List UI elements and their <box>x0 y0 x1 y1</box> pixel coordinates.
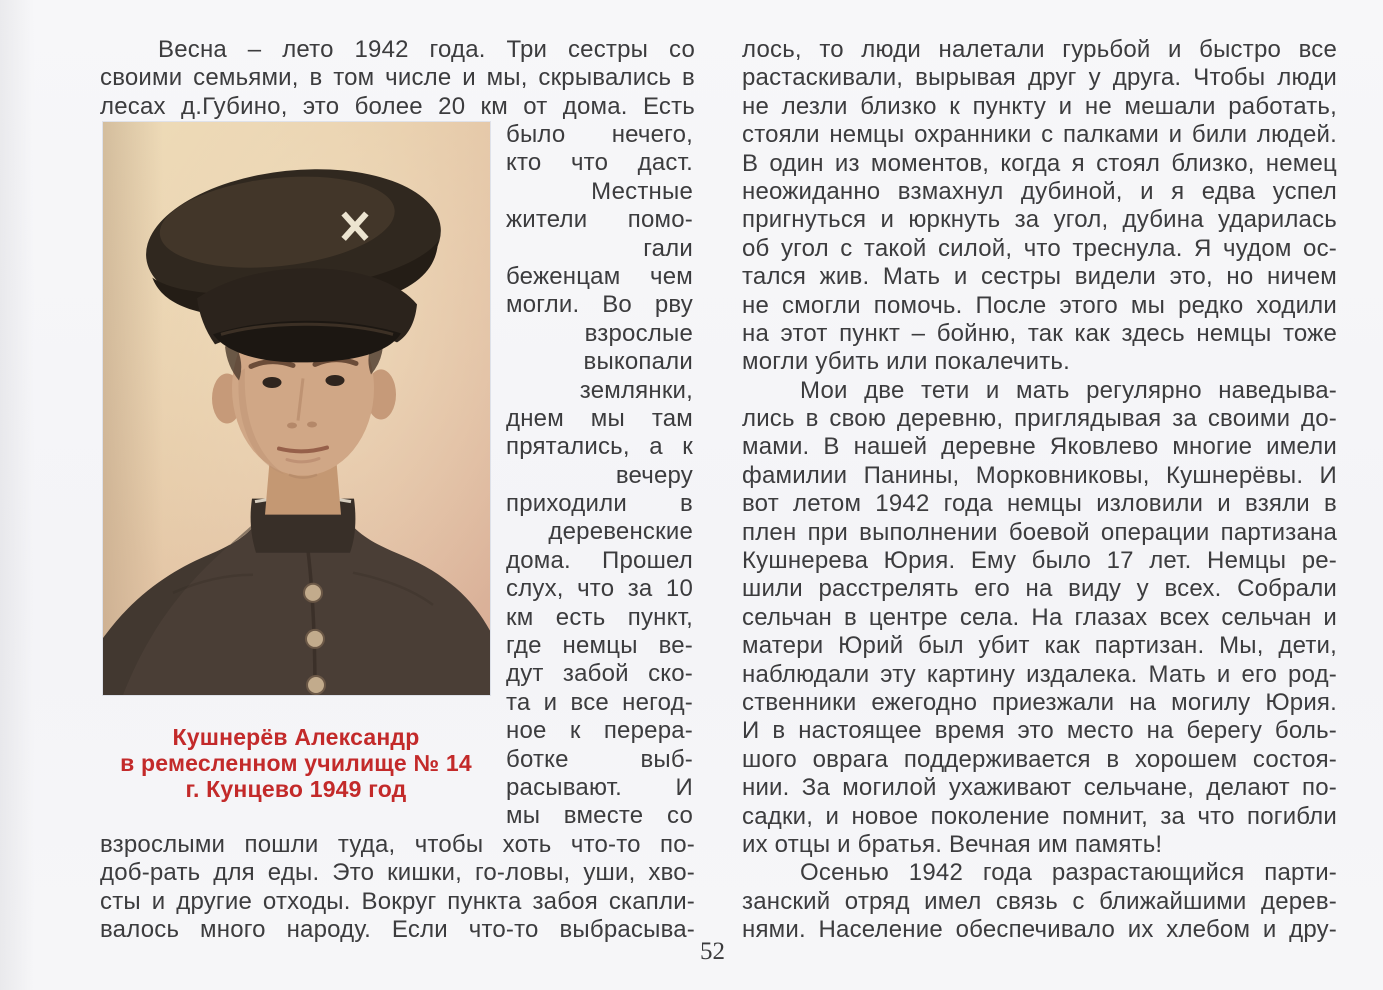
text-line: стояли немцы охранники с палками и били людей. <box>742 121 1337 149</box>
text-line: неожиданно взмахнул дубиной, и я едва успел <box>742 177 1337 205</box>
text-line: дут забой ско- <box>506 660 693 688</box>
text-line: ботке выб- <box>506 745 693 773</box>
text-line: ственники ежегодно приезжали на могилу Юрия. <box>742 688 1337 716</box>
text-line: расывают. И <box>506 773 693 801</box>
text-line: садки, и новое поколение помнит, за что погибли <box>742 802 1337 830</box>
text-line: выкопали <box>583 348 693 376</box>
text-line: Осенью 1942 года разрастающийся парти- <box>800 859 1337 887</box>
text-line: мы вместе со <box>506 802 693 830</box>
text-line: где немцы ве- <box>506 632 693 660</box>
left-column-top-text <box>100 36 695 121</box>
text-line: км есть пункт, <box>506 603 693 631</box>
text-line: дома. Прошел <box>506 546 693 574</box>
text-line: было нечего, <box>506 121 693 148</box>
text-line: не лезли близко к пункту и не мешали работать, <box>742 92 1337 120</box>
text-line: наблюдали эту картину издалека. Мать и его род- <box>742 660 1337 688</box>
text-line: на этот пункт – бойню, так как здесь немцы тоже <box>742 319 1337 347</box>
portrait-photo <box>103 122 490 695</box>
text-line: доб-рать для еды. Это кишки, го-ловы, уши, хво- <box>100 859 695 887</box>
text-line: та и все негод- <box>506 688 693 716</box>
text-line: могли убить или покалечить. <box>742 348 1070 376</box>
text-line: Местные <box>591 177 693 205</box>
text-line: не смогли помочь. После этого мы редко ходили <box>742 291 1337 319</box>
left-column-wrap-text <box>506 121 693 831</box>
page-number: 52 <box>700 938 725 965</box>
text-line: Мои две тети и мать регулярно наведыва- <box>800 376 1337 404</box>
text-line: лись в свою деревню, приглядывая за своими до- <box>742 405 1337 433</box>
text-line: нии. За могилой ухаживают сельчане, делают по- <box>742 774 1337 802</box>
text-line: сельчан в центре села. На глазах всех сельчан и <box>742 603 1337 631</box>
text-line: пригнуться и юркнуть за угол, дубина ударилась <box>742 206 1337 234</box>
text-line: занский отряд имел связь с ближайшими дерев- <box>742 887 1337 915</box>
text-line: вот летом 1942 года немцы изловили и взяли в <box>742 490 1337 518</box>
text-line: прятались, а к <box>506 433 693 461</box>
text-line: лесах д.Губино, это более 20 км от дома. Есть <box>100 92 695 120</box>
text-line: мами. В нашей деревне Яковлево многие имели <box>742 433 1337 461</box>
text-line: Кушнерева Юрия. Ему было 17 лет. Немцы ре- <box>742 547 1337 575</box>
text-line: ное к перера- <box>506 717 693 745</box>
text-line: могли. Во рву <box>506 291 693 319</box>
right-column-text <box>742 36 1337 945</box>
photo-caption <box>108 724 484 802</box>
caption-line-1: Кушнерёв Александр <box>172 724 420 750</box>
text-line: сты и другие отходы. Вокруг пункта забоя скапли- <box>100 887 695 915</box>
text-line: своими семьями, в том числе и мы, скрывались в <box>100 64 695 92</box>
text-line: беженцам чем <box>506 262 693 290</box>
caption-line-3: г. Кунцево 1949 год <box>185 776 407 802</box>
text-line: матери Юрий был убит как партизан. Мы, дети, <box>742 632 1337 660</box>
text-line: Весна – лето 1942 года. Три сестры со <box>158 36 695 63</box>
text-line: их отцы и братья. Вечная им память! <box>742 830 1163 858</box>
text-line: растаскивали, вырывая друг у друга. Чтобы люди <box>742 64 1337 92</box>
text-line: взрослыми пошли туда, чтобы хоть что-то по- <box>100 831 695 858</box>
text-line: тался жив. Мать и сестры видели это, но ничем <box>742 263 1337 291</box>
text-line: шого оврага поддерживается в хорошем состоя- <box>742 745 1337 773</box>
text-line: В один из моментов, когда я стоял близко, немец <box>742 149 1337 177</box>
text-line: кто что даст. <box>506 149 693 177</box>
text-line: лось, то люди налетали гурьбой и быстро все <box>742 36 1337 63</box>
text-line: гали <box>643 234 693 262</box>
text-line: шили расстрелять его на виду у всех. Собрали <box>742 575 1337 603</box>
text-line: нями. Население обеспечивало их хлебом и дру- <box>742 916 1337 944</box>
left-column-bottom-text <box>100 831 695 945</box>
text-line: фамилии Панины, Морковниковы, Кушнерёвы. И <box>742 461 1337 489</box>
text-line: взрослые <box>584 319 693 347</box>
text-line: землянки, <box>579 376 693 404</box>
portrait-photo-art <box>103 122 490 695</box>
text-line: И в настоящее время это место на берегу боль- <box>742 717 1337 745</box>
text-line: слух, что за 10 <box>506 575 693 603</box>
text-line: об угол с такой силой, что треснула. Я чудом ос- <box>742 234 1337 262</box>
text-line: плен при выполнении боевой операции партизана <box>742 518 1337 546</box>
text-line: вечеру <box>615 461 693 489</box>
text-line: днем мы там <box>506 404 693 432</box>
text-line: приходили в <box>506 490 693 518</box>
text-line: деревенские <box>548 518 693 546</box>
caption-line-2: в ремесленном училище № 14 <box>120 750 472 776</box>
text-line: валось много народу. Если что-то выбрасыва- <box>100 916 695 944</box>
text-line: жители помо- <box>506 206 693 234</box>
